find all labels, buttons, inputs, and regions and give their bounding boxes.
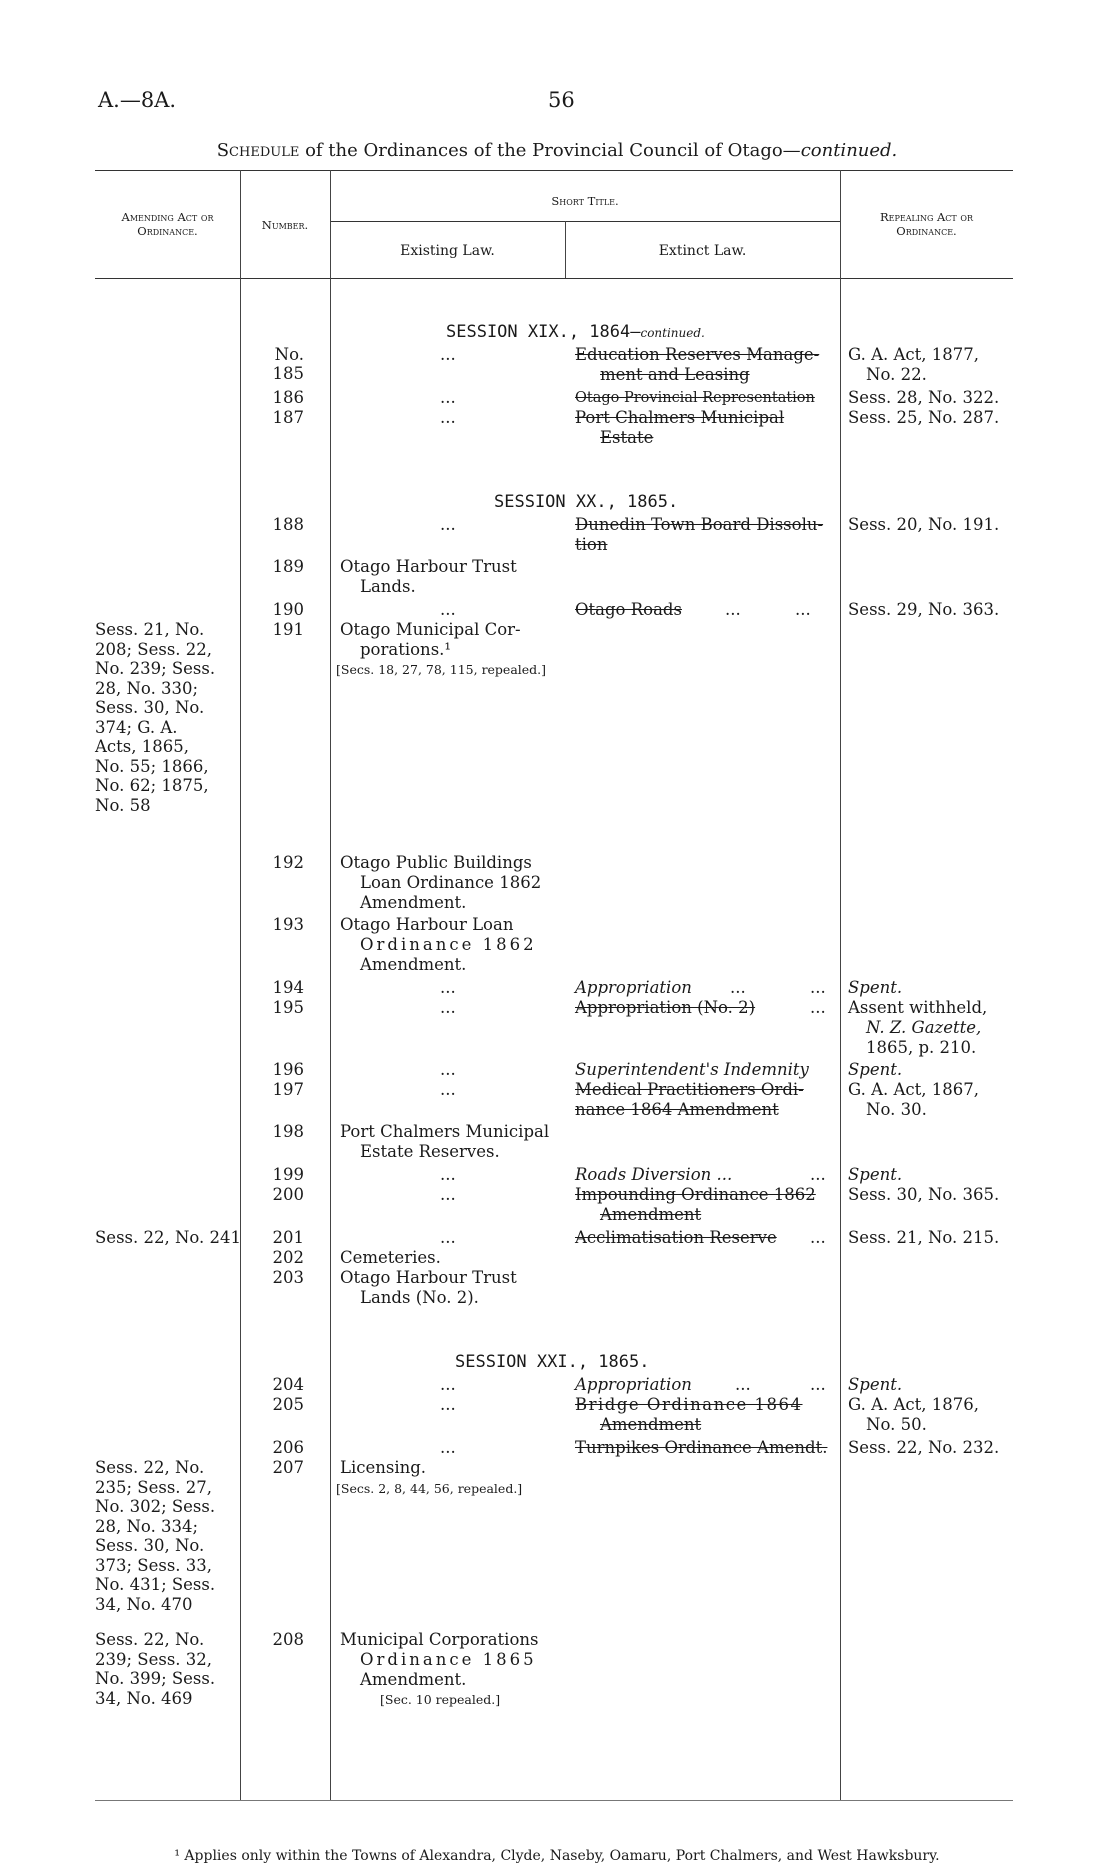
existing-title: Loan Ordinance 1862 — [360, 873, 542, 892]
ordinance-number: 206 — [272, 1438, 304, 1457]
repealing-act: Sess. 20, No. 191. — [848, 515, 1000, 534]
title-suffix: continued. — [800, 140, 898, 161]
ellipsis: ... — [440, 1375, 456, 1394]
short-title-sub-rule — [330, 221, 840, 222]
title-main: of the Ordinances of the Provincial Council of Otago— — [305, 140, 801, 161]
repealing-act: Spent. — [848, 1375, 903, 1394]
existing-title: Otago Harbour Loan — [340, 915, 514, 934]
ellipsis: ... — [440, 388, 456, 407]
extinct-title: nance 1864 Amendment — [575, 1100, 779, 1119]
ordinance-number: 203 — [272, 1268, 304, 1287]
ellipsis: ... — [440, 978, 456, 997]
header-bottom-rule — [95, 278, 1013, 279]
ellipsis: ... — [440, 600, 456, 619]
session-heading: SESSION XIX., 1864—continued. — [446, 322, 705, 342]
ellipsis: ... — [440, 1228, 456, 1247]
extinct-title: Medical Practitioners Ordi- — [575, 1080, 804, 1099]
number-header: Number. — [261, 218, 309, 232]
extinct-title: tion — [575, 535, 608, 554]
existing-title: Lands. — [360, 577, 416, 596]
existing-title: Estate Reserves. — [360, 1142, 500, 1161]
existing-title: Otago Harbour Trust — [340, 1268, 517, 1287]
ordinance-number: 192 — [272, 853, 304, 872]
repealing-act: Sess. 21, No. 215. — [848, 1228, 1000, 1247]
session-heading: SESSION XX., 1865. — [494, 492, 679, 512]
extinct-title: Turnpikes Ordinance Amendt. — [575, 1438, 828, 1457]
ellipsis: ... — [440, 1395, 456, 1414]
document-code: A.—8A. — [98, 88, 177, 112]
ordinance-number: 191 — [272, 620, 304, 639]
ordinance-number: 187 — [272, 408, 304, 427]
ellipsis: ... — [735, 1375, 751, 1394]
ellipsis: ... — [440, 998, 456, 1017]
ellipsis: ... — [440, 345, 456, 364]
existing-title: Amendment. — [360, 1670, 467, 1689]
extinct-title: Appropriation — [575, 978, 692, 997]
ordinance-number: 196 — [272, 1060, 304, 1079]
ordinance-number: No. 185 — [272, 345, 304, 383]
repealing-act: No. 30. — [866, 1100, 927, 1119]
ordinance-number: 198 — [272, 1122, 304, 1141]
short-title-header: Short Title. — [551, 194, 619, 208]
ellipsis: ... — [730, 978, 746, 997]
repealing-act: Assent withheld, — [848, 998, 988, 1017]
existing-title: Otago Public Buildings — [340, 853, 532, 872]
extinct-title: Amendment — [600, 1205, 702, 1224]
ordinance-number: 186 — [272, 388, 304, 407]
existing-title: porations.¹ — [360, 640, 452, 659]
ordinance-number: 193 — [272, 915, 304, 934]
ordinance-number: 194 — [272, 978, 304, 997]
ellipsis: ... — [440, 515, 456, 534]
extinct-title: Education Reserves Manage- — [575, 345, 820, 364]
extinct-title: Dunedin Town Board Dissolu- — [575, 515, 824, 534]
ordinance-number: 199 — [272, 1165, 304, 1184]
ordinance-number: 202 — [272, 1248, 304, 1267]
repealing-act: Sess. 25, No. 287. — [848, 408, 1000, 427]
existing-title: Municipal Corporations — [340, 1630, 539, 1649]
repealing-act: Spent. — [848, 978, 903, 997]
extinct-title: Otago Roads — [575, 600, 682, 619]
col-divider-2 — [330, 170, 331, 1800]
existing-title: Ordinance 1862 — [360, 935, 537, 954]
table-top-rule — [95, 170, 1013, 171]
ellipsis: ... — [440, 1080, 456, 1099]
repealing-act: Sess. 30, No. 365. — [848, 1185, 1000, 1204]
extinct-title: Estate — [600, 428, 654, 447]
extinct-title: Appropriation (No. 2) — [575, 998, 756, 1017]
repealing-act: G. A. Act, 1877, — [848, 345, 980, 364]
existing-law-header: Existing Law. — [400, 243, 495, 259]
ellipsis: ... — [440, 1438, 456, 1457]
ellipsis: ... — [810, 978, 826, 997]
repealing-act: Spent. — [848, 1165, 903, 1184]
ordinance-number: 205 — [272, 1395, 304, 1414]
ordinance-number: 201 — [272, 1228, 304, 1247]
ordinance-number: 207 — [272, 1458, 304, 1477]
amending-acts: Sess. 22, No. 239; Sess. 32, No. 399; Sess. 34, No. 469 — [95, 1630, 216, 1708]
existing-title: Licensing. — [340, 1458, 427, 1477]
amending-acts: Sess. 22, No. 241 — [95, 1228, 242, 1247]
existing-title: Lands (No. 2). — [360, 1288, 479, 1307]
ordinance-number: 195 — [272, 998, 304, 1017]
repealing-act: Spent. — [848, 1060, 903, 1079]
repeal-note: [Sec. 10 repealed.] — [380, 1692, 501, 1707]
ellipsis: ... — [810, 998, 826, 1017]
extinct-law-header: Extinct Law. — [658, 243, 747, 259]
extinct-title: Acclimatisation Reserve — [575, 1228, 777, 1247]
existing-title: Cemeteries. — [340, 1248, 441, 1267]
existing-title: Otago Harbour Trust — [340, 557, 517, 576]
extinct-title: Otago Provincial Representation — [575, 390, 815, 406]
existing-title: Amendment. — [360, 893, 467, 912]
ordinance-number: 197 — [272, 1080, 304, 1099]
ellipsis: ... — [440, 1185, 456, 1204]
repealing-act: G. A. Act, 1876, — [848, 1395, 980, 1414]
extinct-title: Amendment — [600, 1415, 702, 1434]
ordinance-number: 208 — [272, 1630, 304, 1649]
repealing-act: No. 50. — [866, 1415, 927, 1434]
repealing-header: Repealing Act or Ordinance. — [879, 210, 974, 238]
repealing-act: No. 22. — [866, 365, 927, 384]
ordinance-number: 190 — [272, 600, 304, 619]
extinct-title: Bridge Ordinance 1864 — [575, 1395, 803, 1414]
footnote: ¹ Applies only within the Towns of Alexandra, Clyde, Naseby, Oamaru, Port Chalmers, and West Hawksbury. — [174, 1848, 940, 1864]
amending-acts: Sess. 22, No. 235; Sess. 27, No. 302; Sess. 28, No. 334; Sess. 30, No. 373; Sess. 33, No. 431; Sess. 34, No. 470 — [95, 1458, 216, 1614]
schedule-title — [0, 140, 1114, 161]
amending-acts: Sess. 21, No. 208; Sess. 22, No. 239; Sess. 28, No. 330; Sess. 30, No. 374; G. A. Acts, 1865, No. 55; 1866, No. 62; 1875, No. 58 — [95, 620, 216, 815]
ellipsis: ... — [810, 1375, 826, 1394]
existing-title: Ordinance 1865 — [360, 1650, 537, 1669]
repealing-act: 1865, p. 210. — [866, 1038, 977, 1057]
existing-title: Otago Municipal Cor- — [340, 620, 521, 639]
extinct-title: Appropriation — [575, 1375, 692, 1394]
existing-title: Amendment. — [360, 955, 467, 974]
table-bottom-rule — [95, 1800, 1013, 1801]
repeal-note: [Secs. 18, 27, 78, 115, repealed.] — [336, 662, 547, 677]
amending-header: Amending Act or Ordinance. — [121, 210, 214, 238]
extinct-title: ment and Leasing — [600, 365, 750, 384]
ellipsis: ... — [440, 1165, 456, 1184]
extinct-title: Port Chalmers Municipal — [575, 408, 785, 427]
ellipsis: ... — [440, 1060, 456, 1079]
repealing-act: N. Z. Gazette, — [866, 1018, 982, 1037]
extinct-title: Superintendent's Indemnity — [575, 1060, 809, 1079]
page-number: 56 — [548, 88, 575, 112]
col-divider-3 — [840, 170, 841, 1800]
repealing-act: Sess. 29, No. 363. — [848, 600, 1000, 619]
ellipsis: ... — [810, 1228, 826, 1247]
ordinance-number: 188 — [272, 515, 304, 534]
repealing-act: G. A. Act, 1867, — [848, 1080, 980, 1099]
ordinance-number: 200 — [272, 1185, 304, 1204]
repeal-note: [Secs. 2, 8, 44, 56, repealed.] — [336, 1481, 523, 1496]
title-prefix: Schedule — [216, 140, 300, 161]
ellipsis: ... — [810, 1165, 826, 1184]
ellipsis: ... — [725, 600, 741, 619]
ordinance-number: 189 — [272, 557, 304, 576]
session-heading: SESSION XXI., 1865. — [455, 1352, 650, 1372]
repealing-act: Sess. 28, No. 322. — [848, 388, 1000, 407]
extinct-title: Impounding Ordinance 1862 — [575, 1185, 816, 1204]
extinct-title: Roads Diversion ... — [575, 1165, 733, 1184]
ordinance-number: 204 — [272, 1375, 304, 1394]
existing-title: Port Chalmers Municipal — [340, 1122, 550, 1141]
ellipsis: ... — [440, 408, 456, 427]
repealing-act: Sess. 22, No. 232. — [848, 1438, 1000, 1457]
ellipsis: ... — [795, 600, 811, 619]
